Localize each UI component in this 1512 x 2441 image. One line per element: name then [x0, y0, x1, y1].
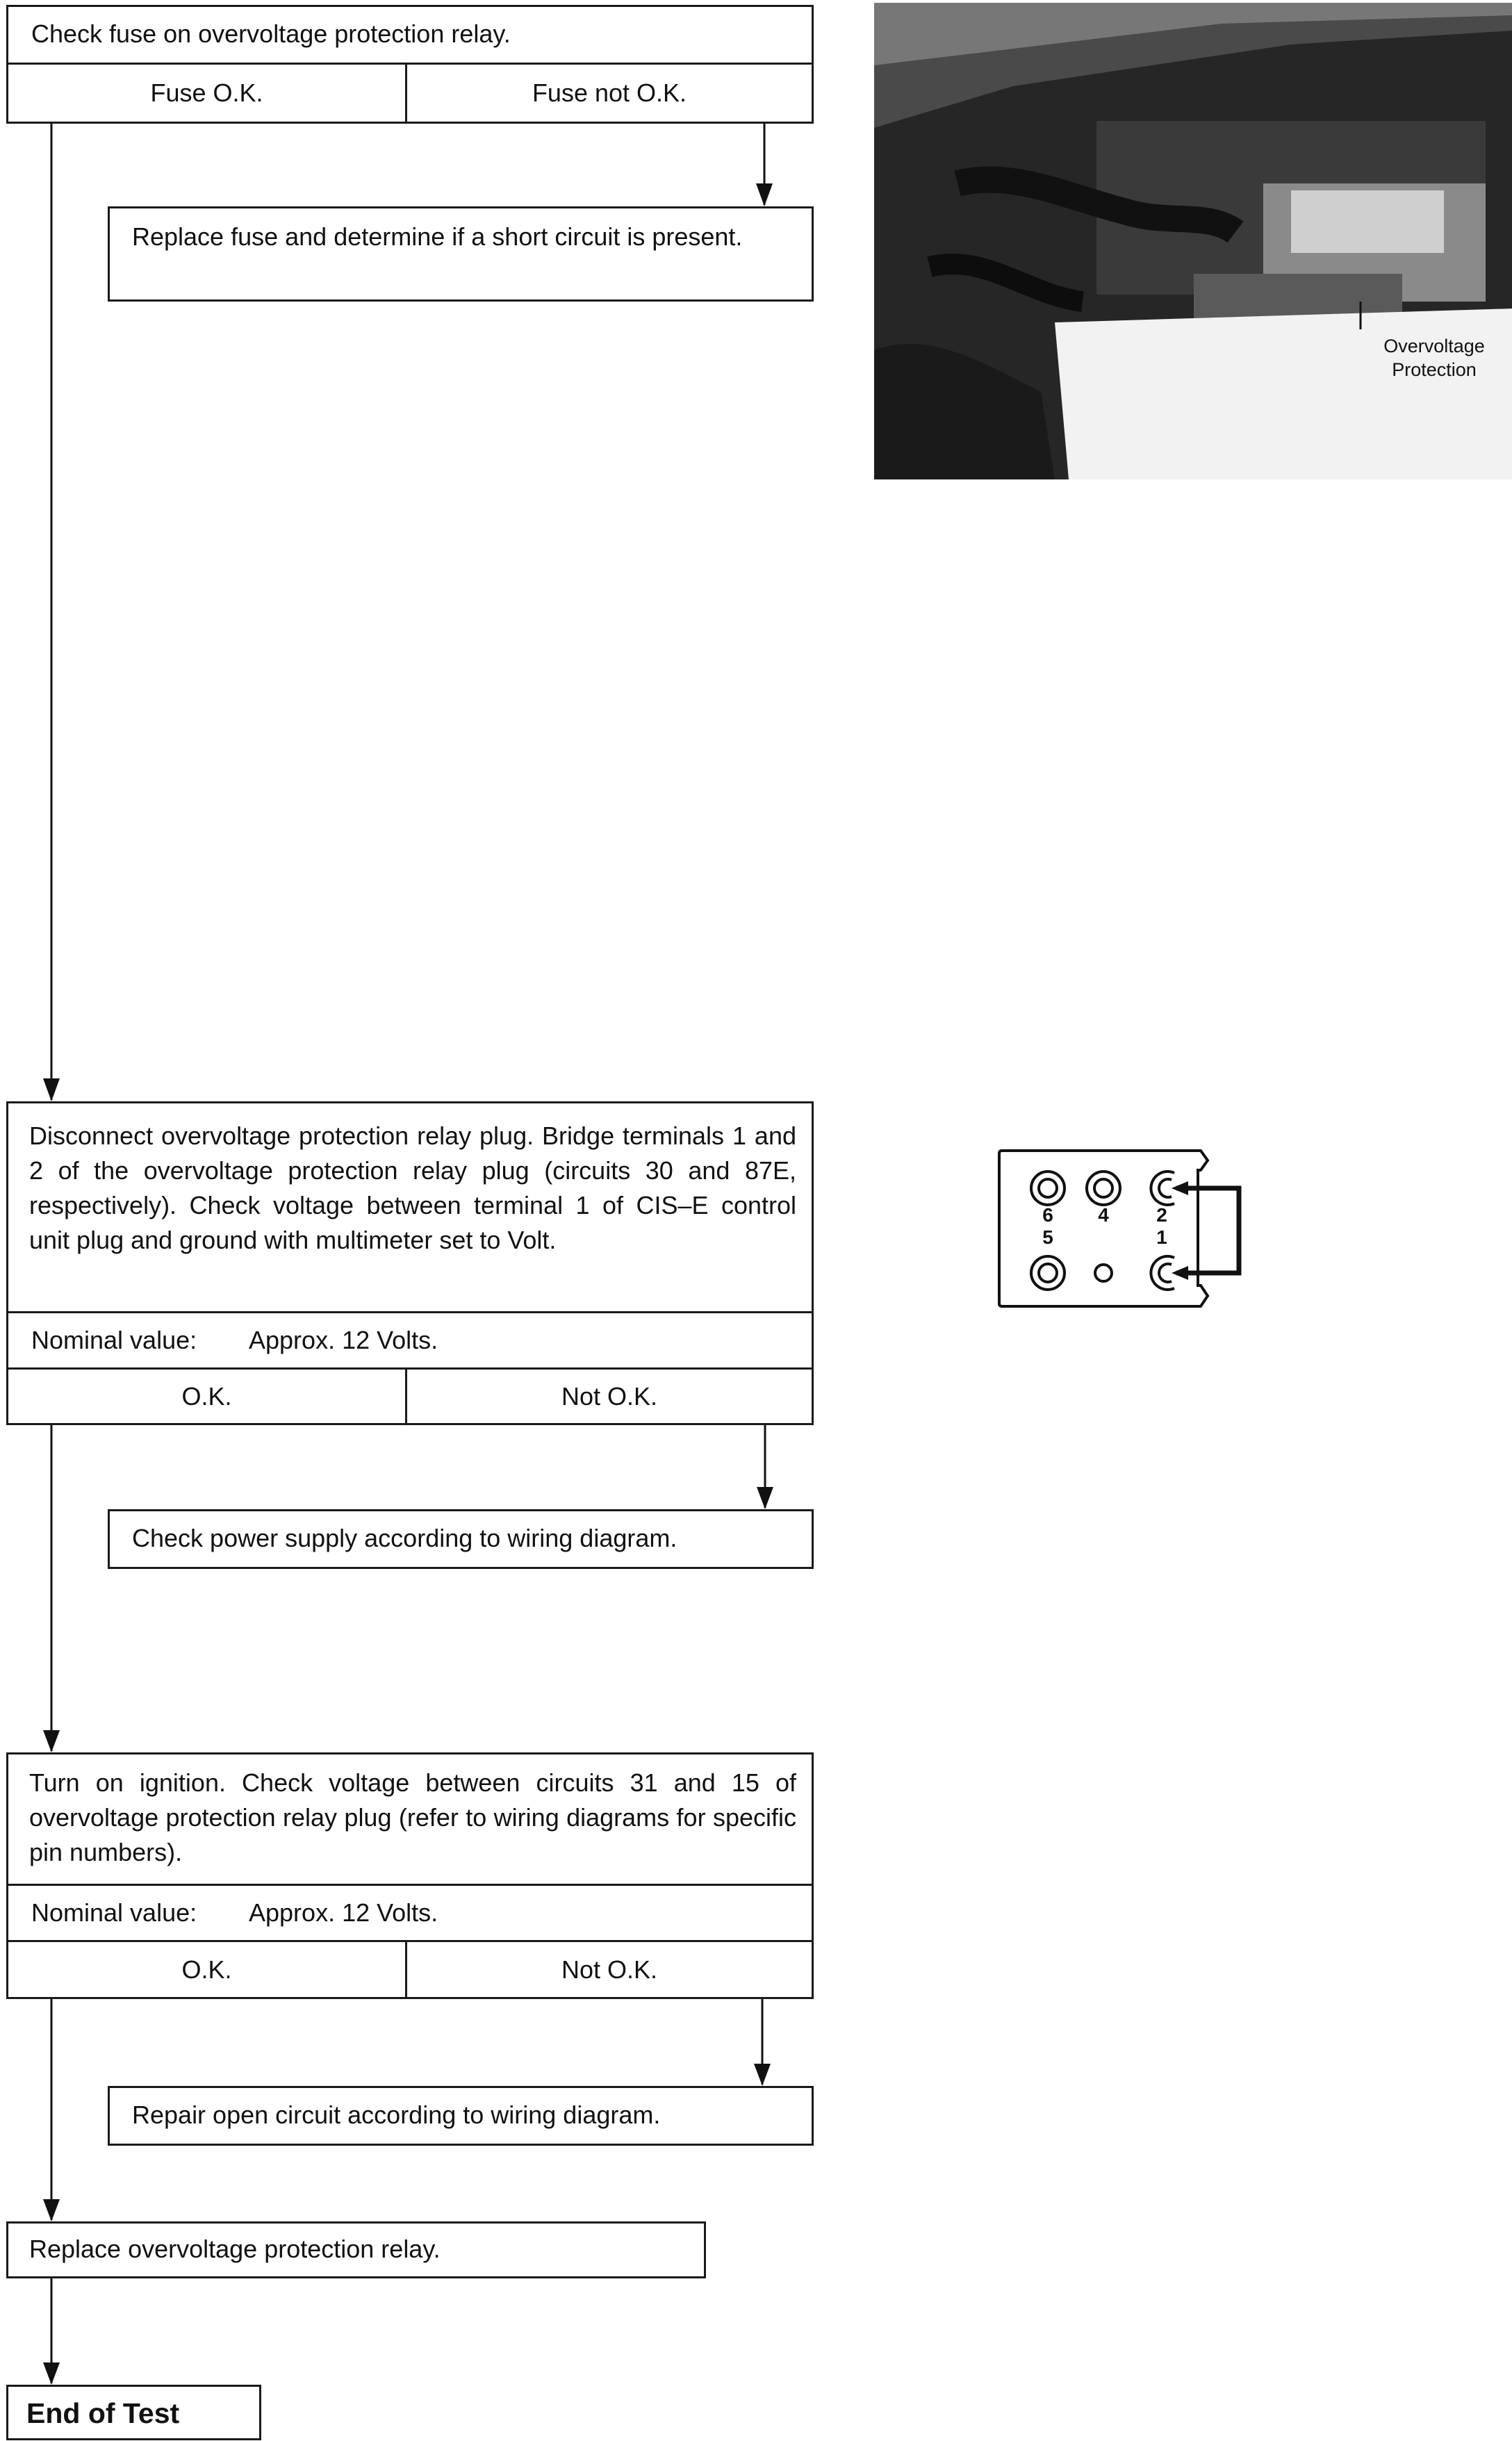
- pin-label-4: 4: [1098, 1204, 1109, 1226]
- step3-ok-label: O.K.: [181, 1955, 232, 1984]
- step2-nominal-value: Approx. 12 Volts.: [249, 1326, 438, 1354]
- fuse-action-box: [108, 206, 814, 302]
- step2-notok-box: [405, 1367, 814, 1425]
- step1-ok-box: [6, 63, 407, 124]
- step3-action-text: Repair open circuit according to wiring diagram.: [132, 2101, 661, 2129]
- step3-notok-label: Not O.K.: [561, 1955, 658, 1984]
- step3-ok-box: [6, 1940, 407, 1999]
- final-action-box: [6, 2221, 706, 2278]
- pin-label-5: 5: [1042, 1226, 1053, 1248]
- final-action-text: Replace overvoltage protection relay.: [29, 2235, 441, 2263]
- step3-nominal-label: Nominal value:: [31, 1898, 197, 1927]
- end-of-test-box: [6, 2385, 261, 2440]
- pin-empty-icon: [1095, 1265, 1112, 1281]
- step1-question-box: [6, 5, 814, 65]
- photo-callout-label: Overvoltage Protection: [1383, 336, 1485, 380]
- step3-notok-box: [405, 1940, 814, 1999]
- step1-notok-label: Fuse not O.K.: [532, 79, 687, 107]
- step1-question-text: Check fuse on overvoltage protection relay.: [31, 19, 511, 48]
- relay-location-photo: [874, 3, 1512, 479]
- step2-ok-label: O.K.: [181, 1382, 232, 1411]
- pin-label-1: 1: [1156, 1226, 1167, 1248]
- end-of-test-label: End of Test: [26, 2397, 180, 2429]
- step1-ok-label: Fuse O.K.: [150, 79, 263, 107]
- pin-6-icon: [1031, 1172, 1065, 1205]
- step2-notok-label: Not O.K.: [561, 1382, 658, 1411]
- pin-label-2: 2: [1156, 1204, 1167, 1226]
- step2-instruction-text: Disconnect overvoltage protection relay plug. Bridge terminals 1 and 2 of the overvoltage protection relay plug (circuits 30 and 87E, respectively). Check voltage between terminal 1 of CIS–E control unit plug and ground with multimeter set to Volt.: [29, 1121, 796, 1254]
- step1-notok-box: [405, 63, 814, 124]
- pin-4-icon: [1087, 1172, 1120, 1205]
- step3-nominal-box: [6, 1884, 814, 1942]
- pin-label-6: 6: [1042, 1204, 1053, 1226]
- step2-instruction-box: [6, 1101, 814, 1313]
- pin-1-icon: [1151, 1256, 1174, 1290]
- step2-action-box: [108, 1509, 814, 1569]
- step3-action-box: [108, 2086, 814, 2146]
- relay-plug-diagram: [992, 1140, 1256, 1320]
- bridge-wire: [1176, 1188, 1239, 1273]
- pin-2-icon: [1151, 1172, 1174, 1205]
- step2-nominal-box: [6, 1311, 814, 1370]
- step3-instruction-box: [6, 1752, 814, 1886]
- pin-5-icon: [1031, 1256, 1065, 1290]
- step2-ok-box: [6, 1367, 407, 1425]
- step3-nominal-value: Approx. 12 Volts.: [249, 1898, 438, 1927]
- fuse-action-text: Replace fuse and determine if a short circuit is present.: [132, 222, 743, 251]
- step3-instruction-text: Turn on ignition. Check voltage between circuits 31 and 15 of overvoltage protection relay plug (refer to wiring diagrams for specific pin numbers).: [29, 1768, 796, 1866]
- step2-nominal-label: Nominal value:: [31, 1326, 197, 1354]
- step2-action-text: Check power supply according to wiring diagram.: [132, 1524, 677, 1552]
